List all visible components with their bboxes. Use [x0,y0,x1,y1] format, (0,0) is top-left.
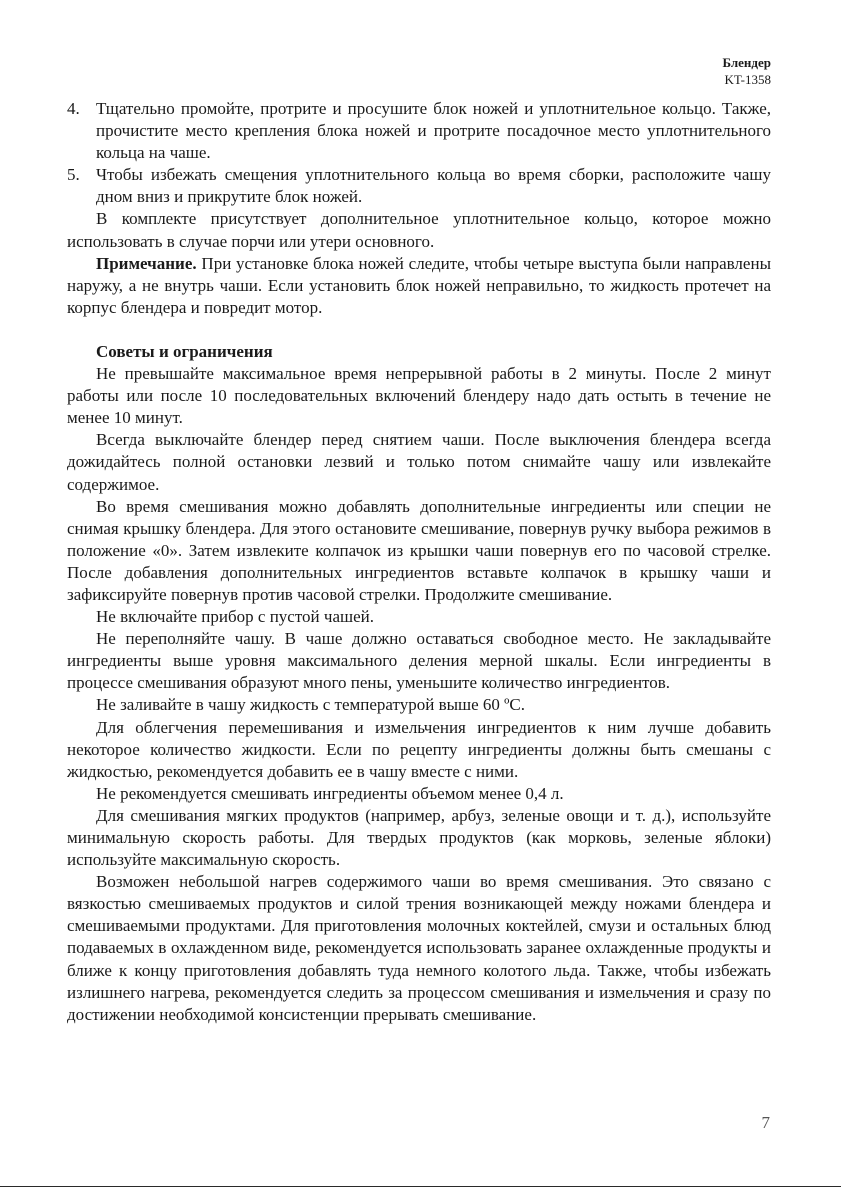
list-item [67,98,771,164]
list-item [67,164,771,208]
page-header [722,54,771,88]
tip-paragraph: Не рекомендуется смешивать ингредиенты объемом менее 0,4 л. [96,783,564,803]
list-item-text: Тщательно промойте, протрите и просушите блок ножей и уплотнительное кольцо. Также, прочистите место крепления блока ножей и протрите посадочное место уплотнительного кольца на чаше. [96,99,771,163]
tip-paragraph: Не включайте прибор с пустой чашей. [96,607,374,627]
extra-ring-paragraph: В комплекте присутствует дополнительное уплотнительное кольцо, которое можно использовать в случае порчи или утери основного. [67,209,771,251]
list-item-text: Чтобы избежать смещения уплотнительного кольца во время сборки, расположите чашу дном вниз и прикрутите блок ножей. [96,165,771,207]
header-product-title: Блендер [722,55,771,70]
section-title: Советы и ограничения [96,341,273,361]
page-number: 7 [761,1113,770,1132]
tip-paragraph: Для облегчения перемешивания и измельчения ингредиентов к ним лучше добавить некоторое количество жидкости. Если по рецепту ингредиенты должны быть смешаны с жидкостью, рекомендуется добавить ее в чашу вместе с ними. [67,717,771,781]
tip-paragraph: Не заливайте в чашу жидкость с температурой выше 60 ºС. [96,695,526,715]
tip-paragraph: Не переполняйте чашу. В чаше должно оставаться свободное место. Не закладывайте ингредиенты выше уровня максимального деления мерной шкалы. Если ингредиенты в процессе смешивания образуют много пены, уменьшите количество ингредиентов. [67,629,771,693]
header-model-number: KT-1358 [724,72,771,87]
tip-paragraph: Во время смешивания можно добавлять дополнительные ингредиенты или специи не снимая крышку блендера. Для этого остановите смешивание, повернув ручку выбора режимов в положение «0». Затем извлеките колпачок из крышки чаши повернув его по часовой стрелке. После добавления дополнительных ингредиентов вставьте колпачок в крышку чаши и зафиксируйте повернув против часовой стрелки. Продолжите смешивание. [67,496,771,604]
tip-paragraph: Возможен небольшой нагрев содержимого чаши во время смешивания. Это связано с вязкостью смешиваемых продуктов и силой трения возникающей между ножами блендера и смешиваемыми продуктами. Для приготовления молочных коктейлей, смузи и остальных блюд подаваемых в охлажденном виде, рекомендуется использовать заранее охлажденные продукты и ближе к концу приготовления добавлять туда немного колотого льда. Также, чтобы избежать излишнего нагрева, рекомендуется следить за процессом смешивания и измельчения и сразу по достижении необходимой консистенции прерывать смешивание. [67,872,771,1024]
tip-paragraph: Всегда выключайте блендер перед снятием чаши. После выключения блендера всегда дожидайтесь полной остановки лезвий и только потом снимайте чашу или извлекайте содержимое. [67,430,771,494]
note-text: При установке блока ножей следите, чтобы четыре выступа были направлены наружу, а не внутрь чаши. Если установить блок ножей неправильно, то жидкость протечет на корпус блендера и повредит мотор. [67,253,771,317]
bottom-divider [0,1186,841,1187]
tip-paragraph: Не превышайте максимальное время непрерывной работы в 2 минуты. После 2 минут работы или после 10 последовательных включений блендеру надо дать остыть в течение не менее 10 минут. [67,364,771,428]
list-item-number: 4. [67,99,80,118]
list-item-number: 5. [67,165,80,185]
tip-paragraph: Для смешивания мягких продуктов (например, арбуз, зеленые овощи и т. д.), используйте минимальную скорость работы. Для твердых продуктов (как морковь, зеленые яблоки) используйте максимальную скорость. [67,805,771,870]
note-label: Примечание. [96,253,197,273]
note-paragraph [67,253,771,319]
document-body [67,98,771,1026]
